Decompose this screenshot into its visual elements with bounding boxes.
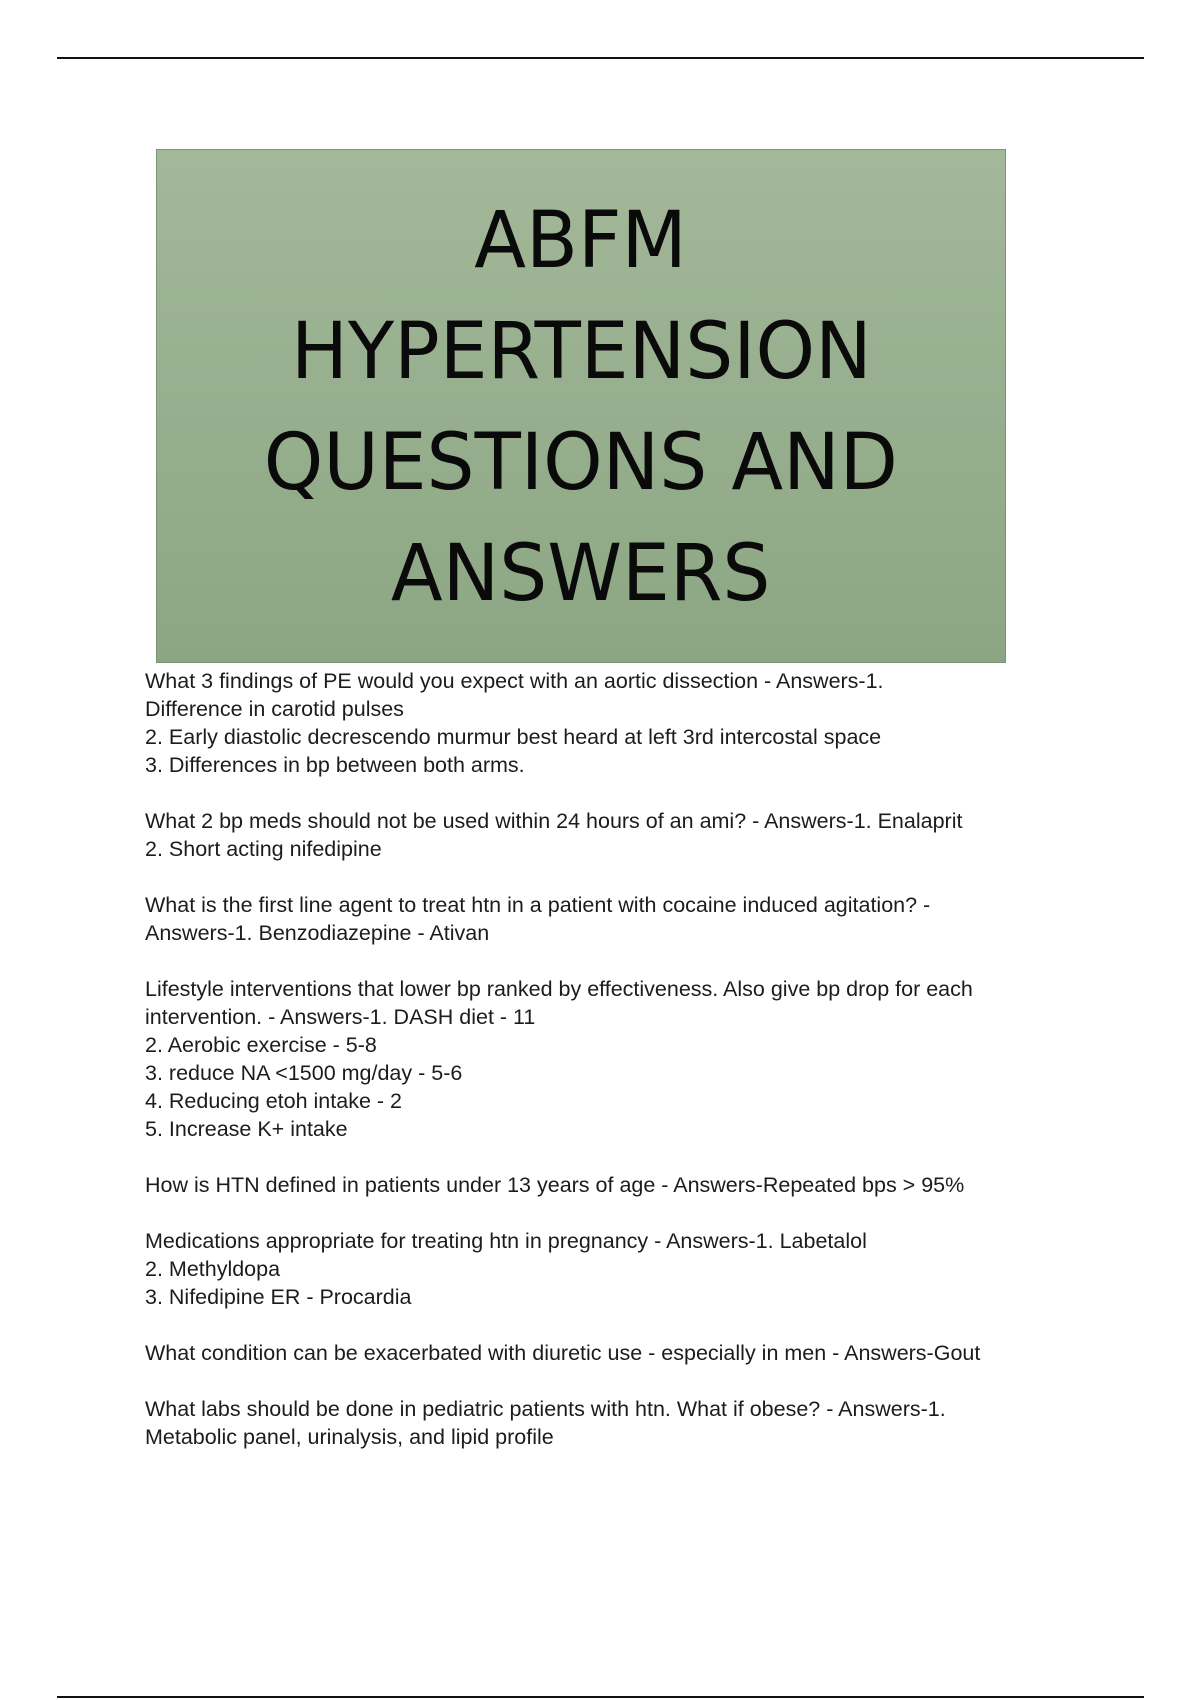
qa-line: What condition can be exacerbated with diuretic use - especially in men - Answers-Gout [145, 1341, 981, 1365]
qa-line: Answers-1. Benzodiazepine - Ativan [145, 921, 490, 945]
qa-item [145, 1395, 1105, 1451]
qa-line: 2. Methyldopa [145, 1257, 281, 1281]
cover-title-line-3: QUESTIONS AND [263, 418, 899, 508]
qa-line: Lifestyle interventions that lower bp ranked by effectiveness. Also give bp drop for each [145, 977, 973, 1001]
cover-title-line-1: ABFM [474, 196, 688, 286]
qa-line: 2. Short acting nifedipine [145, 837, 382, 861]
qa-line: intervention. - Answers-1. DASH diet - 11 [145, 1005, 536, 1029]
qa-item [145, 1339, 1105, 1367]
qa-item [145, 807, 1105, 863]
qa-line: What 2 bp meds should not be used within 24 hours of an ami? - Answers-1. Enalaprit [145, 809, 963, 833]
qa-line: Difference in carotid pulses [145, 697, 404, 721]
qa-line: What labs should be done in pediatric patients with htn. What if obese? - Answers-1. [145, 1397, 946, 1421]
qa-item [145, 667, 1105, 779]
qa-line: How is HTN defined in patients under 13 years of age - Answers-Repeated bps > 95% [145, 1173, 965, 1197]
qa-item [145, 1227, 1105, 1311]
qa-item [145, 891, 1105, 947]
qa-line: 4. Reducing etoh intake - 2 [145, 1089, 402, 1113]
qa-line: 3. reduce NA <1500 mg/day - 5-6 [145, 1061, 463, 1085]
qa-list [145, 667, 1105, 1479]
qa-item [145, 975, 1105, 1143]
cover-title-banner [156, 149, 1006, 663]
qa-line: What 3 findings of PE would you expect with an aortic dissection - Answers-1. [145, 669, 884, 693]
cover-title-line-4: ANSWERS [391, 529, 771, 619]
bottom-rule [57, 1696, 1144, 1698]
top-rule [57, 57, 1144, 59]
qa-line: What is the first line agent to treat htn in a patient with cocaine induced agitation? - [145, 893, 931, 917]
qa-line: 2. Early diastolic decrescendo murmur best heard at left 3rd intercostal space [145, 725, 882, 749]
qa-line: 2. Aerobic exercise - 5-8 [145, 1033, 377, 1057]
qa-line: 5. Increase K+ intake [145, 1117, 348, 1141]
qa-line: 3. Nifedipine ER - Procardia [145, 1285, 412, 1309]
qa-line: 3. Differences in bp between both arms. [145, 753, 525, 777]
qa-line: Metabolic panel, urinalysis, and lipid profile [145, 1425, 554, 1449]
cover-title-line-2: HYPERTENSION [290, 307, 872, 397]
qa-line: Medications appropriate for treating htn in pregnancy - Answers-1. Labetalol [145, 1229, 867, 1253]
qa-item [145, 1171, 1105, 1199]
